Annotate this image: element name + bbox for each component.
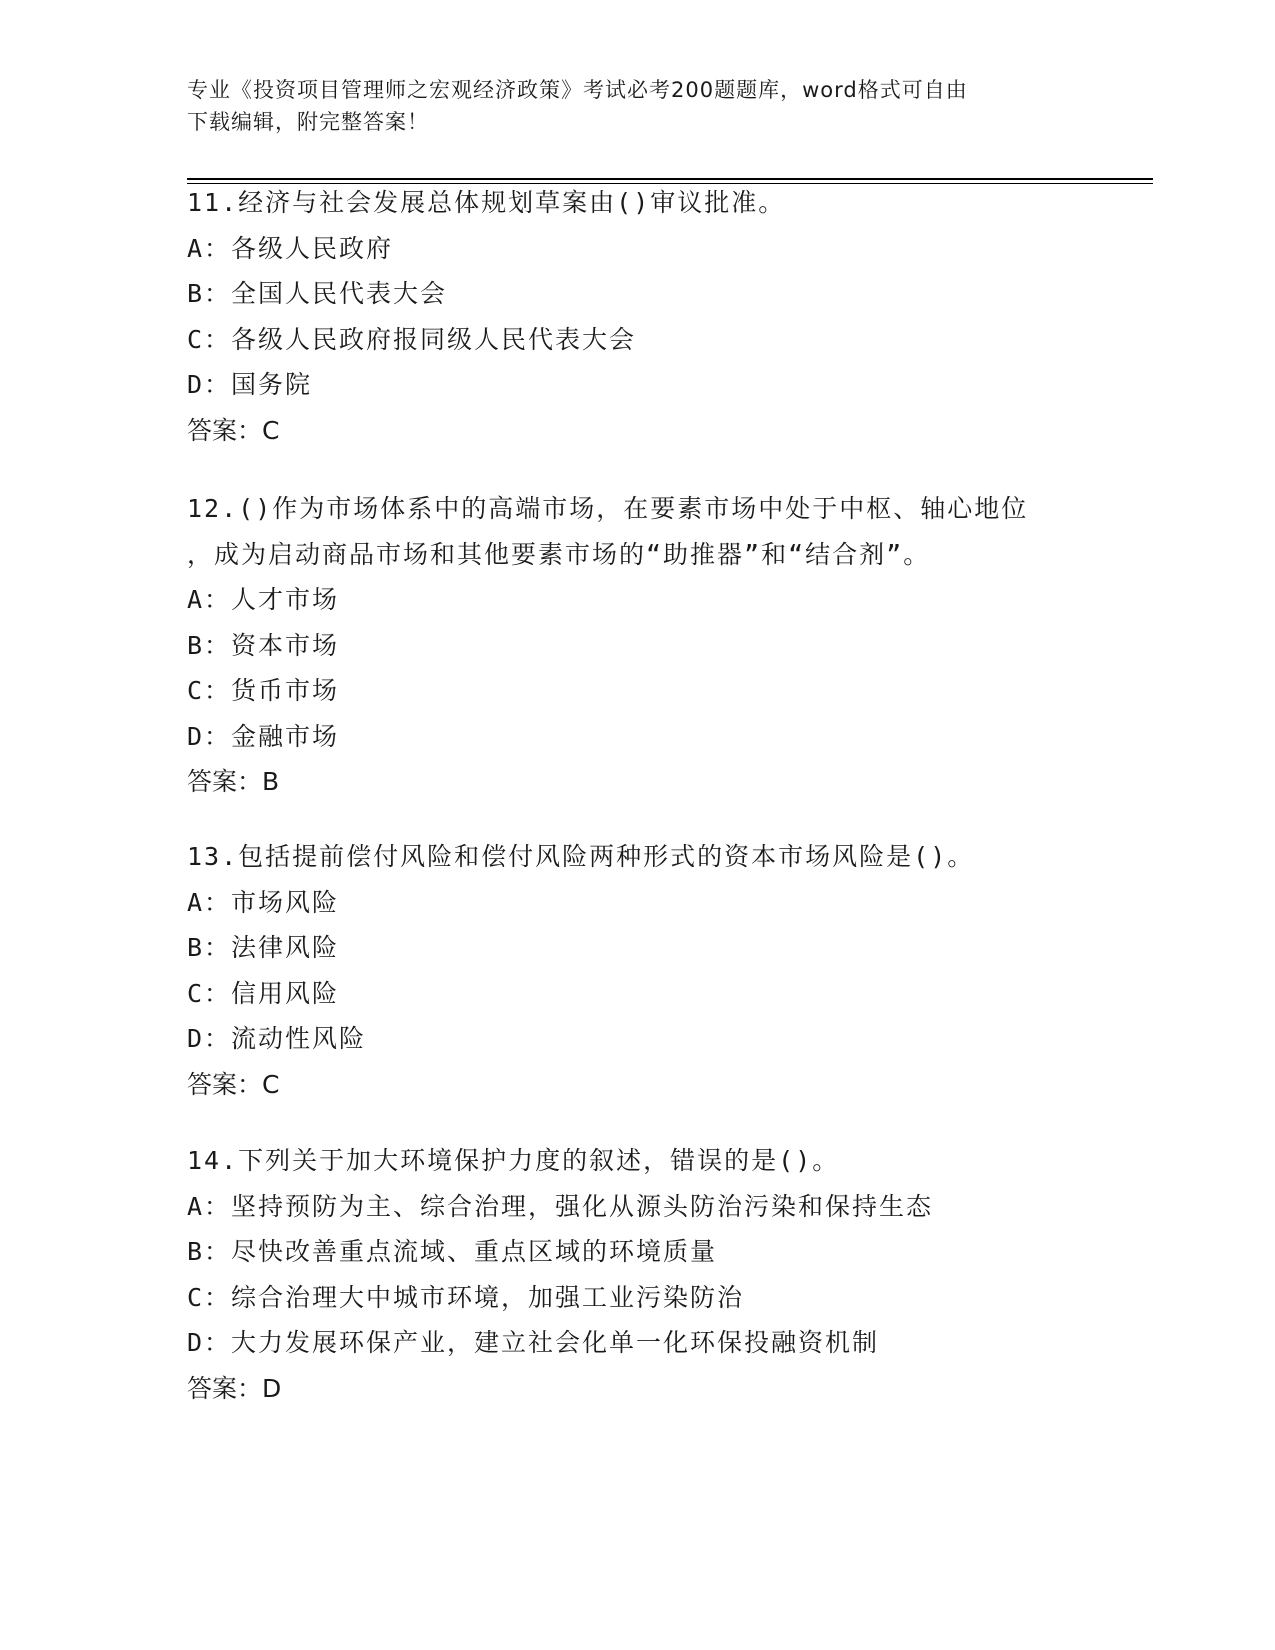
document-header [187, 74, 1067, 138]
option-b: B：资本市场 [187, 630, 340, 660]
option-a: A：人才市场 [187, 585, 340, 614]
answer-line: 答案：B [187, 767, 280, 796]
option-d: D：大力发展环保产业，建立社会化单一化环保投融资机制 [187, 1328, 880, 1357]
header-line-2: 下载编辑，附完整答案！ [187, 110, 429, 134]
option-d: D：国务院 [187, 370, 313, 399]
question-12 [187, 486, 1087, 805]
question-stem-line: 11.经济与社会发展总体规划草案由()审议批准。 [187, 188, 786, 217]
question-14 [187, 1138, 1087, 1411]
question-stem [187, 834, 1087, 880]
question-11 [187, 180, 1087, 453]
question-stem [187, 1138, 1087, 1184]
question-stem-line: 14.下列关于加大环境保护力度的叙述，错误的是()。 [187, 1146, 840, 1175]
question-stem-line: 12.()作为市场体系中的高端市场，在要素市场中处于中枢、轴心地位 [187, 494, 1029, 523]
option-b: B：法律风险 [187, 933, 340, 962]
option-c: C：综合治理大中城市环境，加强工业污染防治 [187, 1282, 745, 1312]
option-a: A：各级人民政府 [187, 233, 394, 263]
option-c: C：信用风险 [187, 978, 340, 1008]
option-d: D：流动性风险 [187, 1024, 367, 1053]
question-13 [187, 834, 1087, 1107]
answer-line: 答案：C [187, 1069, 280, 1099]
option-a: A：市场风险 [187, 887, 340, 917]
option-c: C：各级人民政府报同级人民代表大会 [187, 324, 637, 354]
question-stem-line: ，成为启动商品市场和其他要素市场的“助推器”和“结合剂”。 [187, 539, 931, 569]
answer-line: 答案：C [187, 415, 280, 445]
question-stem [187, 486, 1087, 577]
answer-line: 答案：D [187, 1373, 282, 1403]
option-b: B：全国人民代表大会 [187, 279, 448, 308]
option-a: A：坚持预防为主、综合治理，强化从源头防治污染和保持生态 [187, 1191, 934, 1221]
question-stem [187, 180, 1087, 226]
option-c: C：货币市场 [187, 676, 340, 705]
question-stem-line: 13.包括提前偿付风险和偿付风险两种形式的资本市场风险是()。 [187, 842, 975, 871]
option-b: B：尽快改善重点流域、重点区域的环境质量 [187, 1237, 718, 1266]
header-line-1: 专业《投资项目管理师之宏观经济政策》考试必考200题题库，word格式可自由 [187, 78, 968, 102]
option-d: D：金融市场 [187, 721, 340, 751]
